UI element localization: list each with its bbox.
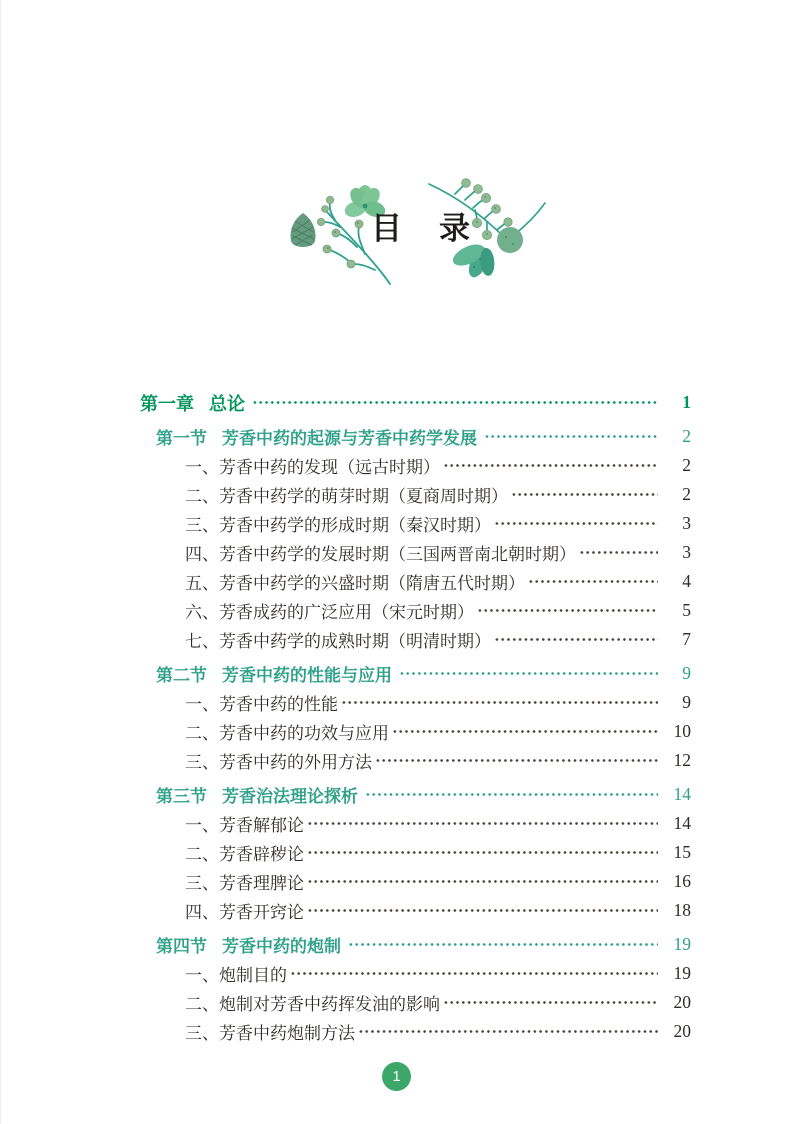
toc-entry bbox=[140, 567, 691, 596]
toc-entry-title: 芳香理脾论 bbox=[219, 874, 304, 893]
page-number-badge bbox=[382, 1062, 411, 1091]
toc-entry-page: 16 bbox=[673, 871, 691, 891]
toc-entry-page: 3 bbox=[682, 513, 691, 533]
dot-leader bbox=[579, 538, 658, 567]
dot-leader bbox=[341, 688, 658, 717]
toc-entry-page: 2 bbox=[682, 455, 691, 475]
toc-entry-label: 一、 bbox=[185, 695, 219, 714]
toc-entry-title: 芳香治法理论探析 bbox=[222, 787, 358, 806]
toc-entry bbox=[140, 388, 691, 417]
toc-entry bbox=[140, 717, 691, 746]
toc-entry-label: 六、 bbox=[185, 603, 219, 622]
toc-entry-page: 14 bbox=[673, 813, 691, 833]
toc-entry-title: 芳香中药的发现（远古时期） bbox=[219, 458, 440, 477]
toc-entry-label: 三、 bbox=[185, 874, 219, 893]
toc-entry-title: 芳香解郁论 bbox=[219, 816, 304, 835]
toc-entry-title: 芳香中药的外用方法 bbox=[219, 753, 372, 772]
toc-entry-page: 2 bbox=[682, 426, 691, 446]
dot-leader bbox=[528, 567, 658, 596]
dot-leader bbox=[290, 959, 658, 988]
toc-entry-title: 炮制目的 bbox=[219, 966, 287, 985]
toc-entry-title: 芳香中药的炮制 bbox=[222, 937, 341, 956]
toc-entry-label: 第三节 bbox=[156, 787, 207, 806]
toc-entry-title: 芳香中药的功效与应用 bbox=[219, 724, 389, 743]
toc-entry-title: 总论 bbox=[209, 393, 245, 414]
dot-leader bbox=[511, 480, 658, 509]
toc-entry-page: 19 bbox=[673, 934, 691, 954]
toc-entry-title: 芳香中药炮制方法 bbox=[219, 1024, 355, 1043]
toc-entry-page: 4 bbox=[682, 571, 691, 591]
toc-entry-label: 二、 bbox=[185, 995, 219, 1014]
toc-entry-page: 10 bbox=[673, 721, 691, 741]
dot-leader bbox=[494, 509, 658, 538]
toc-entry-label: 三、 bbox=[185, 516, 219, 535]
toc-entry-label: 二、 bbox=[185, 724, 219, 743]
toc-entry-label: 二、 bbox=[185, 845, 219, 864]
toc-entry-page: 15 bbox=[673, 842, 691, 862]
toc-header bbox=[278, 175, 560, 297]
toc-entry-page: 7 bbox=[682, 629, 691, 649]
toc-entry bbox=[140, 538, 691, 567]
toc-entry-title: 芳香中药学的发展时期（三国两晋南北朝时期） bbox=[219, 545, 576, 564]
toc-entry bbox=[140, 625, 691, 654]
toc-entry-title: 芳香成药的广泛应用（宋元时期） bbox=[219, 603, 474, 622]
dot-leader bbox=[392, 717, 658, 746]
toc-entry bbox=[140, 688, 691, 717]
page-edge-shadow bbox=[0, 0, 2, 1124]
page-title: 目 录 bbox=[371, 211, 473, 246]
dot-leader bbox=[484, 422, 658, 451]
toc-entry bbox=[140, 509, 691, 538]
toc-entry-title: 芳香中药的性能与应用 bbox=[222, 666, 392, 685]
dot-leader bbox=[307, 896, 658, 925]
toc-entry-page: 18 bbox=[673, 900, 691, 920]
toc-entry-page: 14 bbox=[673, 784, 691, 804]
toc-entry bbox=[140, 838, 691, 867]
toc-entry bbox=[140, 867, 691, 896]
toc-entry-page: 20 bbox=[673, 1021, 691, 1041]
toc-entry-label: 第四节 bbox=[156, 937, 207, 956]
toc-entry bbox=[140, 959, 691, 988]
toc-entry bbox=[140, 480, 691, 509]
dot-leader bbox=[375, 746, 658, 775]
dot-leader bbox=[358, 1017, 658, 1046]
toc-entry-label: 七、 bbox=[185, 632, 219, 651]
dot-leader bbox=[307, 809, 658, 838]
dot-leader bbox=[399, 659, 658, 688]
toc-entry-label: 第一章 bbox=[140, 393, 194, 414]
toc-entry-label: 一、 bbox=[185, 816, 219, 835]
toc-entry-label: 第一节 bbox=[156, 429, 207, 448]
toc-entry-title: 芳香开窍论 bbox=[219, 903, 304, 922]
dot-leader bbox=[307, 838, 658, 867]
toc-entry-title: 芳香辟秽论 bbox=[219, 845, 304, 864]
toc-entry bbox=[140, 659, 691, 688]
toc-entry-title: 芳香中药学的萌芽时期（夏商周时期） bbox=[219, 487, 508, 506]
round-leaf-icon bbox=[490, 199, 548, 255]
dot-leader bbox=[348, 930, 658, 959]
toc-list bbox=[140, 388, 691, 1046]
toc-entry bbox=[140, 780, 691, 809]
toc-entry-page: 19 bbox=[673, 963, 691, 983]
toc-entry-title: 芳香中药学的成熟时期（明清时期） bbox=[219, 632, 491, 651]
toc-entry-label: 四、 bbox=[185, 545, 219, 564]
dot-leader bbox=[252, 388, 658, 417]
toc-entry bbox=[140, 988, 691, 1017]
toc-entry-page: 9 bbox=[682, 692, 691, 712]
toc-entry-label: 一、 bbox=[185, 966, 219, 985]
toc-entry-page: 12 bbox=[673, 750, 691, 770]
toc-entry bbox=[140, 1017, 691, 1046]
toc-entry-label: 二、 bbox=[185, 487, 219, 506]
dot-leader bbox=[443, 451, 658, 480]
toc-entry bbox=[140, 896, 691, 925]
toc-entry bbox=[140, 422, 691, 451]
toc-entry-label: 第二节 bbox=[156, 666, 207, 685]
toc-entry-label: 三、 bbox=[185, 1024, 219, 1043]
toc-entry-title: 芳香中药学的兴盛时期（隋唐五代时期） bbox=[219, 574, 525, 593]
toc-entry-title: 炮制对芳香中药挥发油的影响 bbox=[219, 995, 440, 1014]
page-number: 1 bbox=[392, 1068, 401, 1085]
toc-entry-label: 四、 bbox=[185, 903, 219, 922]
dot-leader bbox=[477, 596, 658, 625]
toc-entry-title: 芳香中药学的形成时期（秦汉时期） bbox=[219, 516, 491, 535]
dot-leader bbox=[365, 780, 658, 809]
toc-entry-title: 芳香中药的起源与芳香中药学发展 bbox=[222, 429, 477, 448]
toc-entry bbox=[140, 809, 691, 838]
dot-leader bbox=[307, 867, 658, 896]
toc-entry-page: 20 bbox=[673, 992, 691, 1012]
toc-entry bbox=[140, 930, 691, 959]
toc-entry-label: 一、 bbox=[185, 458, 219, 477]
toc-entry-page: 3 bbox=[682, 542, 691, 562]
toc-entry bbox=[140, 746, 691, 775]
dot-leader bbox=[443, 988, 658, 1017]
toc-entry-page: 9 bbox=[682, 663, 691, 683]
toc-entry-title: 芳香中药的性能 bbox=[219, 695, 338, 714]
toc-entry-label: 五、 bbox=[185, 574, 219, 593]
toc-entry-page: 5 bbox=[682, 600, 691, 620]
toc-entry-label: 三、 bbox=[185, 753, 219, 772]
toc-entry-page: 1 bbox=[682, 392, 691, 412]
toc-entry-page: 2 bbox=[682, 484, 691, 504]
toc-entry bbox=[140, 451, 691, 480]
toc-entry bbox=[140, 596, 691, 625]
dot-leader bbox=[494, 625, 658, 654]
